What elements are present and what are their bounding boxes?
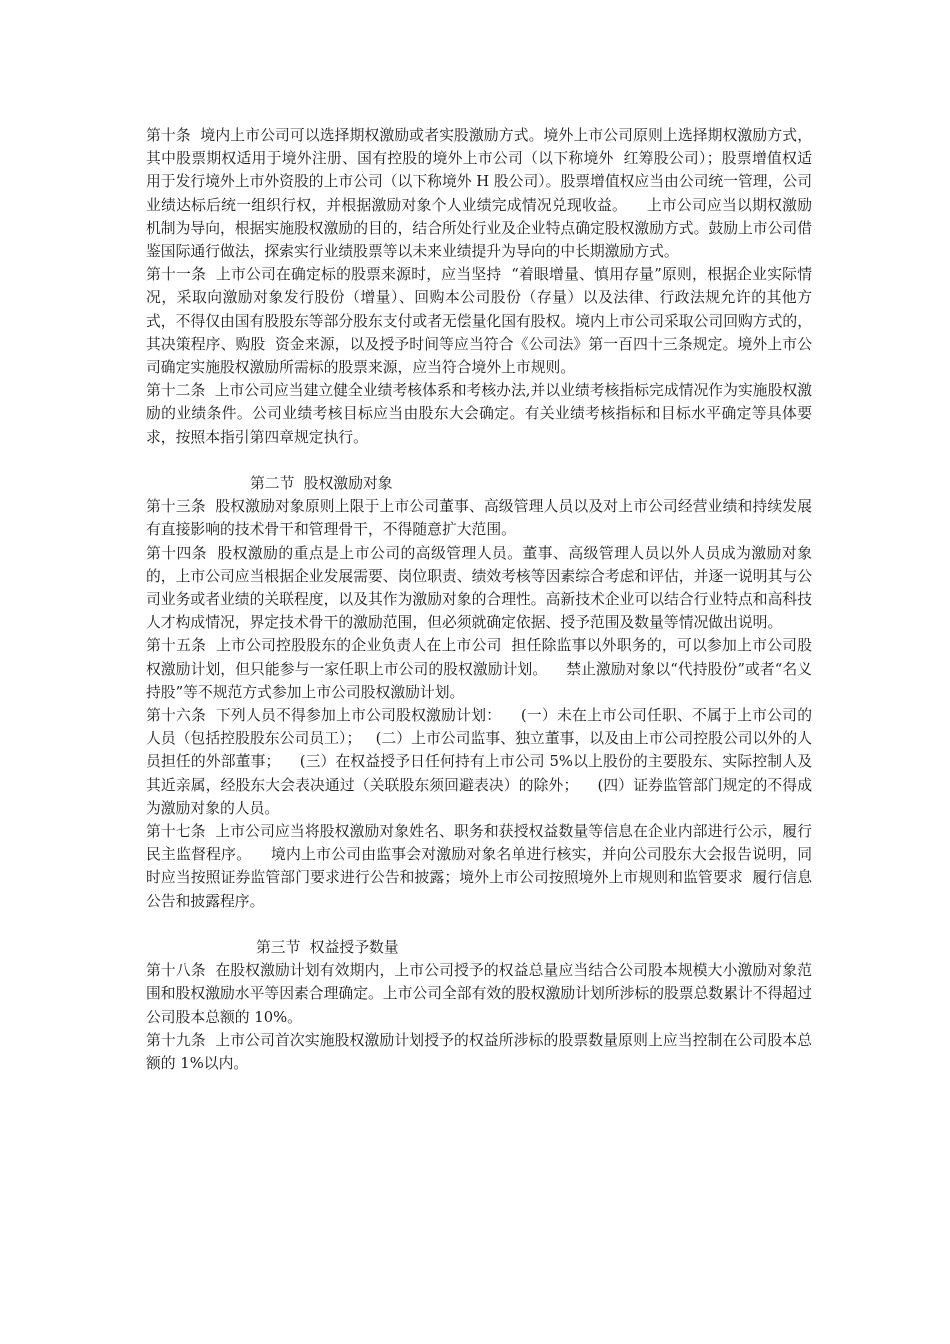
article-19: 第十九条 上市公司首次实施股权激励计划授予的权益所涉标的股票数量原则上应当控制在公司股本总额的 1%以内。 [146,1031,812,1073]
article-15: 第十五条 上市公司控股股东的企业负责人在上市公司 担任除监事以外职务的，可以参加上市公司股权激励计划，但只能参与一家任职上市公司的股权激励计划。 禁止激励对象以“代持股份”或者“名义持股”等不规范方式参加上市公司股权激励计划。 [146,637,812,701]
section-heading-3: 第三节 权益授予数量 [256,939,399,957]
section-spacer [146,913,812,936]
article-18: 第十八条 在股权激励计划有效期内，上市公司授予的权益总量应当结合公司股本规模大小激励对象范围和股权激励水平等因素合理确定。上市公司全部有效的股权激励计划所涉标的股票总数累计不得超过公司股本总额的 10%。 [146,962,812,1026]
article-14: 第十四条 股权激励的重点是上市公司的高级管理人员。董事、高级管理人员以外人员成为激励对象的，上市公司应当根据企业发展需要、岗位职责、绩效考核等因素综合考虑和评估，并逐一说明其与公司业务或者业绩的关联程度，以及其作为激励对象的合理性。高新技术企业可以结合行业特点和高科技人才构成情况，界定技术骨干的激励范围，但必须就确定依据、授予范围及数量等情况做出说明。 [146,544,812,632]
article-17: 第十七条 上市公司应当将股权激励对象姓名、职务和获授权益数量等信息在企业内部进行公示，履行民主监督程序。 境内上市公司由监事会对激励对象名单进行核实，并向公司股东大会报告说明，同时应当按照证券监管部门要求进行公告和披露；境外上市公司按照境外上市规则和监管要求 履行信息公告和披露程序。 [146,823,812,910]
article-13: 第十三条 股权激励对象原则上限于上市公司董事、高级管理人员以及对上市公司经营业绩和持续发展有直接影响的技术骨干和管理骨干，不得随意扩大范围。 [146,498,812,539]
article-11: 第十一条 上市公司在确定标的股票来源时，应当坚持 “着眼增量、慎用存量”原则，根据企业实际情况，采取向激励对象发行股份（增量）、回购本公司股份（存量）以及法律、行政法规允许的其他方式，不得仅由国有股股东等部分股东支付或者无偿量化国有股权。境内上市公司采取公司回购方式的，其决策程序、购股 资金来源，以及授予时间等应当符合《公司法》第一百四十三条规定。境外上市公司确定实施股权激励所需标的股票来源，应当符合境外上市规则。 [146,266,812,377]
section-heading-2: 第二节 股权激励对象 [250,475,393,493]
article-16: 第十六条 下列人员不得参加上市公司股权激励计划： (一）未在上市公司任职、不属于上市公司的人员（包括控股股东公司员工）； (二）上市公司监事、独立董事，以及由上市公司控股公司以外的人员担任的外部董事； (三）在权益授予日任何持有上市公司 5%以上股份的主要股东、实际控制人及其近亲属，经股东大会表决通过（关联股东须回避表决）的除外； (四）证券监管部门规定的不得成为激励对象的人员。 [146,707,812,817]
document-body [146,124,812,1075]
article-10: 第十条 境内上市公司可以选择期权激励或者实股激励方式。境外上市公司原则上选择期权激励方式，其中股票期权适用于境外注册、国有控股的境外上市公司（以下称境外 红筹股公司）；股票增值权适用于发行境外上市外资股的上市公司（以下称境外 H 股公司）。股票增值权应当由公司统一管理，公司业绩达标后统一组织行权，并根据激励对象个人业绩完成情况兑现收益。 上市公司应当以期权激励机制为导向，根据实施股权激励的目的，结合所处行业及企业特点确定股权激励方式。鼓励上市公司借鉴国际通行做法，探索实行业绩股票等以未来业绩提升为导向的中长期激励方式。 [146,127,812,261]
section-spacer [146,449,812,472]
article-12: 第十二条 上市公司应当建立健全业绩考核体系和考核办法,并以业绩考核指标完成情况作为实施股权激励的业绩条件。公司业绩考核目标应当由股东大会确定。有关业绩考核指标和目标水平确定等具体要求，按照本指引第四章规定执行。 [146,382,812,446]
